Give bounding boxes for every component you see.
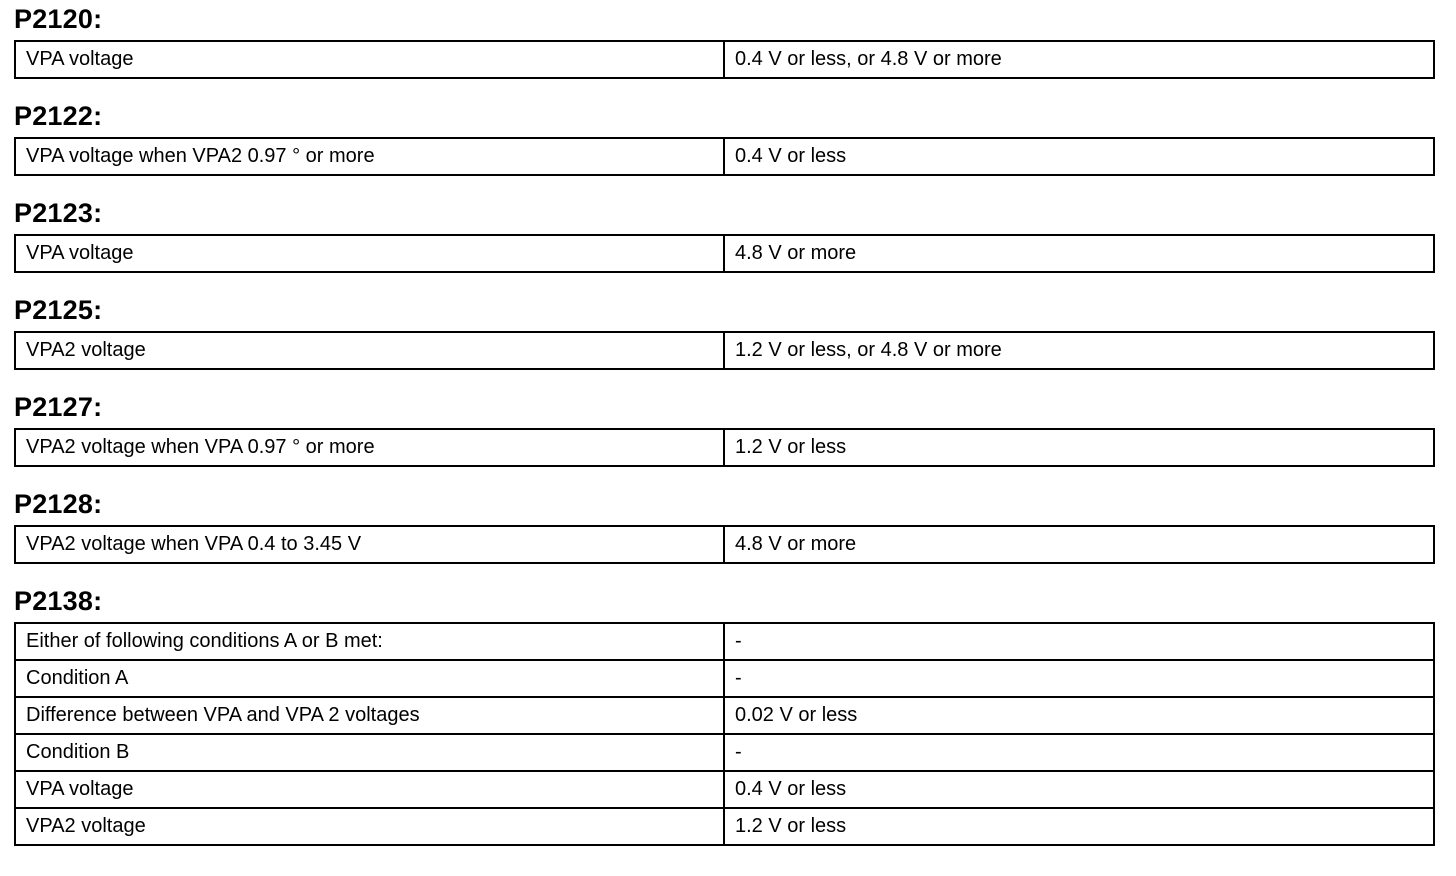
dtc-code: P2138:	[14, 586, 103, 616]
condition-table	[14, 428, 1435, 467]
dtc-section-p2138	[14, 586, 1431, 846]
condition-cell: VPA2 voltage when VPA 0.97 ° or more	[15, 429, 724, 466]
condition-table	[14, 622, 1435, 846]
dtc-section-p2128	[14, 489, 1431, 564]
table-row	[15, 235, 1434, 272]
table-row	[15, 808, 1434, 845]
condition-cell: Condition A	[15, 660, 724, 697]
table-row	[15, 526, 1434, 563]
condition-cell: Condition B	[15, 734, 724, 771]
value-cell: 1.2 V or less	[724, 808, 1434, 845]
dtc-section-p2120	[14, 4, 1431, 79]
value-cell: 0.4 V or less	[724, 771, 1434, 808]
table-row	[15, 41, 1434, 78]
value-cell: 1.2 V or less	[724, 429, 1434, 466]
value-cell: 1.2 V or less, or 4.8 V or more	[724, 332, 1434, 369]
dtc-section-p2123	[14, 198, 1431, 273]
dtc-code: P2128:	[14, 489, 103, 519]
value-cell: 4.8 V or more	[724, 526, 1434, 563]
condition-cell: VPA2 voltage when VPA 0.4 to 3.45 V	[15, 526, 724, 563]
value-cell: 4.8 V or more	[724, 235, 1434, 272]
dtc-code: P2125:	[14, 295, 103, 325]
table-row	[15, 429, 1434, 466]
table-row	[15, 734, 1434, 771]
dtc-section-p2127	[14, 392, 1431, 467]
condition-cell: VPA voltage	[15, 235, 724, 272]
table-row	[15, 771, 1434, 808]
condition-cell: VPA voltage	[15, 41, 724, 78]
table-row	[15, 623, 1434, 660]
dtc-section-p2125	[14, 295, 1431, 370]
condition-cell: VPA voltage	[15, 771, 724, 808]
value-cell: 0.02 V or less	[724, 697, 1434, 734]
dtc-section-p2122	[14, 101, 1431, 176]
table-row	[15, 697, 1434, 734]
condition-table	[14, 137, 1435, 176]
dtc-code: P2120:	[14, 4, 103, 34]
value-cell: 0.4 V or less	[724, 138, 1434, 175]
condition-table	[14, 234, 1435, 273]
condition-cell: VPA voltage when VPA2 0.97 ° or more	[15, 138, 724, 175]
condition-cell: VPA2 voltage	[15, 808, 724, 845]
dtc-code: P2122:	[14, 101, 103, 131]
condition-table	[14, 331, 1435, 370]
condition-cell: Difference between VPA and VPA 2 voltages	[15, 697, 724, 734]
value-cell: -	[724, 660, 1434, 697]
condition-cell: VPA2 voltage	[15, 332, 724, 369]
table-row	[15, 332, 1434, 369]
value-cell: -	[724, 623, 1434, 660]
dtc-code: P2123:	[14, 198, 103, 228]
table-row	[15, 660, 1434, 697]
condition-table	[14, 40, 1435, 79]
condition-cell: Either of following conditions A or B met:	[15, 623, 724, 660]
dtc-code: P2127:	[14, 392, 103, 422]
condition-table	[14, 525, 1435, 564]
value-cell: -	[724, 734, 1434, 771]
value-cell: 0.4 V or less, or 4.8 V or more	[724, 41, 1434, 78]
table-row	[15, 138, 1434, 175]
